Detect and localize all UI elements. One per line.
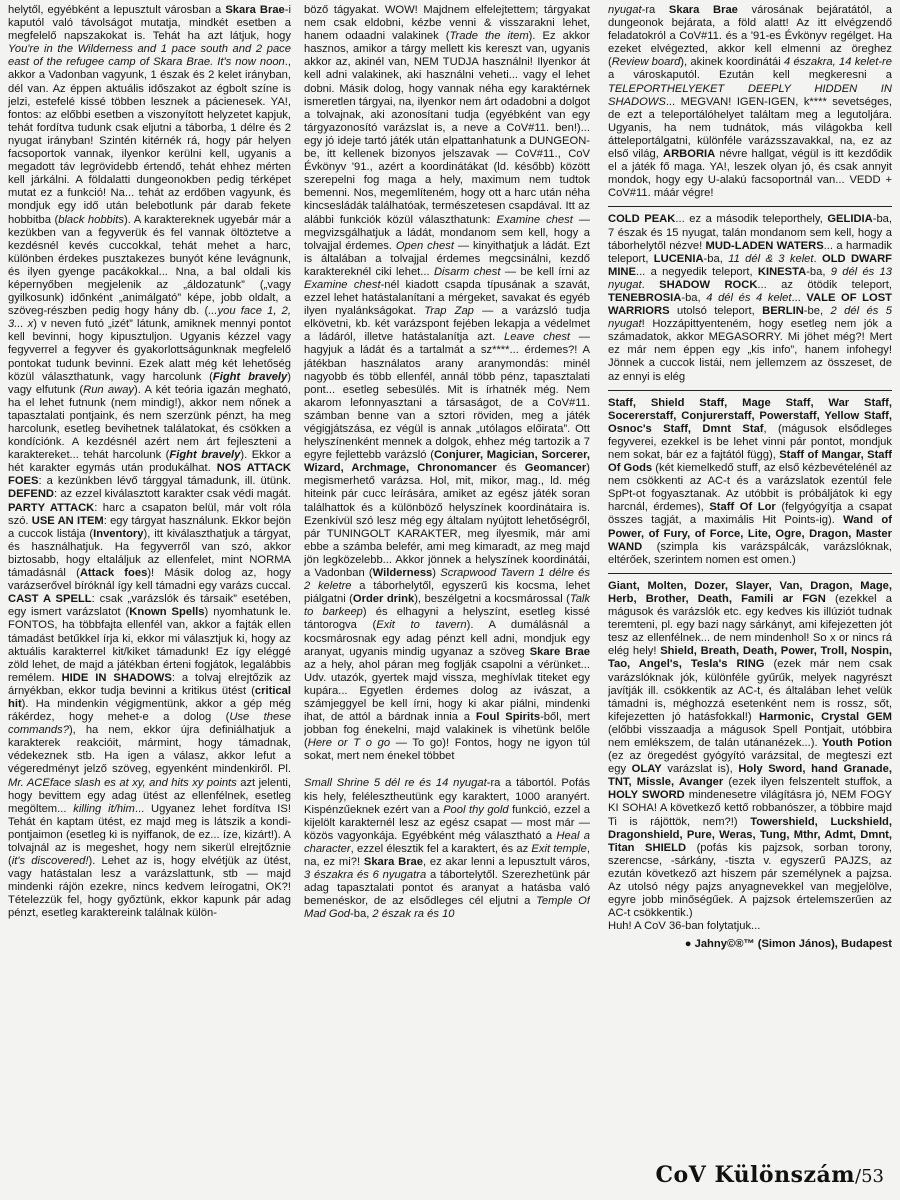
- text-run: TENEBROSIA: [608, 291, 682, 304]
- text-run: : harc a csapaton belül, már volt róla szó.: [8, 501, 291, 527]
- text-run: funkció, ezzel a kijelölt karakternél lesz az egész csapat — most már — közös vagyonkája. Egyébként még választható a: [304, 803, 590, 842]
- paragraph: [304, 777, 590, 921]
- text-run: ). A két teória igazán megható, ha el lehet futnunk (nem mindig!), akkor nem nőnek a tapasztalati pontjaink, és nem szerzünk pénzt, ha meg harcolunk, esetleg bevihetnek találatokat, és csökken a kondíciónk. A kezdésnél azért nem árt fejleszteni a karaktereket... tehát harcolunk (: [8, 383, 291, 462]
- text-run: -ba,: [806, 265, 831, 278]
- text-run: ) nyomhatunk le. FONTOS, ha többfajta ellenfél van, akkor a fajták ellen támadást betűkkel írja ki, ekkor mi választjuk ki, hogy az aktuális karakterrel kit/kiket támadunk! Ez így eléggé zöld lehet, de majd a játékban érteni fogjátok, legalábbis remélem.: [8, 606, 291, 684]
- text-run: DEFEND: [8, 488, 54, 501]
- text-run: — megvizsgálhatjuk a ládát, mondanom sem kell, hogy a tolvajjal érdemes.: [304, 213, 590, 252]
- text-run: , ez akar lenni a lepusztult város,: [423, 856, 590, 868]
- text-run: Pool thy gold: [443, 803, 509, 816]
- author-signature: [608, 938, 892, 951]
- text-run: Open chest: [395, 239, 454, 252]
- text-run: Skara Brae: [225, 4, 285, 16]
- text-run: -i kaputól való távolságot mutatja, mindkét esetben a megfelelő napszakokat is. Tehát ha azt látjuk, hogy: [8, 4, 291, 43]
- text-run: Staff of Mangar, Staff Of Gods: [608, 449, 892, 475]
- text-run: GELIDIA: [827, 213, 873, 226]
- text-run: Fight bravely: [212, 370, 288, 383]
- text-run: COLD PEAK: [608, 213, 676, 226]
- text-run: OLAY: [631, 763, 662, 776]
- text-run: ...: [791, 291, 807, 304]
- text-run: és: [496, 462, 525, 475]
- text-run: ... az ötödik teleport,: [757, 278, 892, 291]
- text-column-1: [8, 4, 291, 1124]
- text-run: ) v neven futó „izét” látunk, amiknek mennyi pontot kell bevinni, hogy kipusztuljon. Ugyanis kézzel vagy fegyverrel a fegyver és gyakorlottságunknak megfelelő pontokat tudunk bevinni. Ezek alatt még két lehetőség közül választhatunk, vagy harcolunk (: [8, 318, 291, 383]
- text-run: (előbbi visszaadja a mágusok Spell Pontjait, utóbbira nem emlékszem, de talán utánanézek...).: [608, 723, 892, 749]
- text-run: (ez az öregedést gyógyító varázsital, de megteszi ezt egy: [608, 750, 892, 776]
- text-run: Harmonic, Crystal GEM: [759, 710, 892, 723]
- text-run: : a tolvaj elrejtőzik az árnyékban, ekkor tudja bevinni a kritikus ütést (: [8, 671, 291, 697]
- text-run: SHADOW ROCK: [659, 278, 758, 291]
- text-run: ...you face 1, 2, 3... x: [8, 305, 291, 331]
- text-run: Staff, Shield Staff, Mage Staff, War Staff, Socererstaff, Conjurerstaff, Powerstaff, Yellow Staff, Osnoc's Staff, Dmnt Staf: [608, 396, 892, 435]
- text-run: Huh! A CoV 36-ban folytatjuk...: [608, 920, 761, 933]
- magazine-title: CoV Különszám: [655, 1162, 856, 1188]
- text-run: névre hallgat, végül is itt kezdődik el a játék fő maga. YA!, leszek olyan jó, és csak annyit mondok, hogy egy U-alakú facsoportnál van... VEDD + CoV#11. máár végre!: [608, 148, 892, 200]
- text-run: ). A dumálásnál a kocsmárosnak egy adag pénzt kell adni, mondjuk egy aranyat, ugyanis mindig ugyanaz a szöveg: [304, 619, 590, 658]
- text-run: Review board: [611, 56, 681, 69]
- text-run: ... a harmadik teleport,: [608, 239, 892, 265]
- text-run: (pofás kis pajzsok, sorban torony, szerencse, -sárkány, -tiszta v. egyszerű PAJZS, az ezután következő azt hiszem pár személynek a pajzsa. Az utolsó négy pajzs anyagnevekkel van megjelölve, egyre jobb minőségűek. A pajzsok értelemszerűen az AC-t csökkentik.): [608, 841, 892, 920]
- text-run: )! Másik dolog az, hogy varázserővel bíróknál így kell támadni egy varázs cuccal.: [8, 567, 291, 593]
- text-run: Examine chest: [496, 213, 573, 226]
- text-run: (két kiemelkedő stuff, az első kézbevételénél az nem csökkenti az AC-t és a varázslatok ezentúl fele SpPt-ot fogyasztanak. Az utóbbit is próbáljátok ki egy harcnál, érdemes),: [608, 462, 892, 514]
- text-run: ... MEGVAN! IGEN-IGEN, k**** sevetséges, de ezt a teleportálóhelyet találtam meg a legutoljára. Ugyanis, ha nem tudnátok, más világokba kell átteleportálgatni, különféle varázsszavakkal, na, ez az első világ,: [608, 95, 892, 161]
- text-run: Towershield, Luckshield, Dragonshield, Pure, Weras, Tung, Mthr, Admt, Dmnt, Titan SHIELD: [608, 815, 892, 854]
- text-run: 9 dél és 13 nyugat: [608, 265, 892, 291]
- text-run: ). Ez akkor hasznos, amikor a tárgy mellett kis kereszt van, ugyanis akkor az, akinél van, NEM TUDJA használni! Ilyenkor át kell adni valakinek, aki használni veheti... vagy el lehet dobni. Másik dolog, hogy vannak néha egy karaktérnek ismeretlen tárgyai, na, ilyenkor nem árt odadobni a dolgot a tolvajnak, aki azonosítani tudja (egyébként van egy tárgyazonosító varázslat is, a neve a CoV#11. ben!)... egy jó ideje tartó játék után elpattanhatunk a DUNGEON-be, itt kellenek bizonyos jelszavak — CoV#11., CoV Évkönyv '91., azért a koordinátákat (ld. később) között szerepelni fog maga a hely, maximum nem tudtok bemenni. Nos, megemlíteném, hogy ott a harc után néha kincsesládák találhatóak, természetesen csapdával. Itt az alábbi funkciók közül választhatunk:: [304, 30, 590, 226]
- text-run: Use these commands?: [8, 711, 291, 737]
- paragraph: [608, 920, 892, 933]
- text-run: NOS ATTACK FOES: [8, 462, 291, 488]
- text-run: ). A karaktereknek ugyebár már a kezükben van a fegyverük és fel vannak öltöztetve a kezdésnél kevés cuccokkal, tehát mehet a harc, különben érdekes pusztakezes bunyót kéne levágnunk, és ilyen gyenge pacákokkal... Nna, a bal oldali kis képernyőben megjelenik az „áldozatunk” („vagy gyilkosunk) időnként „animálgató” képe, jobb oldalt, a szöveg-részben pedig hogy hány db. (: [8, 213, 291, 318]
- text-run: ., akkor a Vadonban vagyunk, 1 észak és 2 kelet irányban, dél van. Az éppen aktuális időszakot az égbolt színe is jelzi, estefelé kissé többen lesznek a pácienesek. YA!, fontos: az előbbi esetben a viszonyított helyzetet kapjuk, tehát fordítva tudunk csak eljutni a táborba, 1 délre és 2 nyugat irányban! Szintén kitérnék rá, hogy pár helyen facsoportok vannak, ilyenkor kerülni kell, ugyanis a megadott táv legrövidebb értendő, tehát ehhez mérten kell járkálni. A földalatti dungeonokben pedig térképet mutat ez a funkció! Na... tehát az erdőben vagyunk, és mondjuk egy idő után belebotlunk pár darab fekete hobbitba (: [8, 56, 291, 226]
- page-number: 53: [861, 1166, 884, 1187]
- text-run: Scrapwood Tavern 1 délre és 2 keletre: [304, 567, 590, 593]
- text-run: Holy Sword, hand Granade, TNT, Missle, Avanger: [608, 763, 892, 789]
- text-run: Disarm chest: [433, 265, 501, 278]
- text-run: -ből, mert jobban fog énekelni, majd valakinek is vihetünk belőle (: [304, 711, 590, 750]
- text-run: Small Shrine 5 dél re és 14 nyugat: [304, 777, 487, 790]
- text-run: ), beszélgetni a kocsmárossal (: [414, 593, 570, 606]
- text-run: Staff Of Lor: [709, 501, 776, 514]
- text-run: , (mágusok elsődleges fegyverei, ezekkel is be lehet vinni pár pontot, mondjuk nem sokat, bár ez a fajtától függ),: [608, 422, 892, 461]
- text-run: killing it/him: [73, 802, 135, 815]
- text-run: (szimpla kis varázspálcák, varázslóknak, eltérőek, szerintem nomen est omen.): [608, 540, 892, 566]
- text-run: — hagyjuk a ládát és a tartalmát a sz****... érdemes?! A játékban használatos arany aranymondás: minél nagyobb és több ellenfél, annál több pénz, tapasztalati pont... esetleg sebesülés. Mit is írhatnék még. Nem akarom lefonnyasztani a társaságot, de a CoV#11. számban benne van a sztori röviden, meg a játék végigjátszása, ez végül is annak „utólagos előirata”. Ott helyszínenként mennek a dolgok, ehhez még tartozik a 7 egyre fejlettebb varázsló (: [304, 331, 590, 462]
- text-run: -ba,: [350, 908, 373, 921]
- page-footer: [656, 1162, 884, 1188]
- text-run: USE AN ITEM: [31, 514, 104, 527]
- text-run: Here or T o go: [307, 737, 391, 750]
- text-run: böző tágyakat. WOW! Majdnem elfelejtettem; tárgyakat nem csak eldobni, kézbe venni & visszarakni lehet, hanem odaadni valakinek (: [304, 4, 590, 43]
- text-run: ) vagy elfutunk (: [8, 370, 291, 396]
- text-run: 3 északra és 6 nyugatra: [304, 869, 427, 882]
- text-run: (ezek már nem csak varázslóknak jók, különféle gyűrűk, melyek nagyrészt javítják ill. csökkentik az AC-t, és általában lehet velük támadni is, méghozzá esetenként nem is rossz, sőt, kifejezetten jó hatásfokkal!): [608, 658, 892, 723]
- text-run: — kinyithatjuk a ládát. Ezt is általában a tolvajjal érdemes megcsinálni, kezdő karaktereknél ciki lehet...: [304, 239, 590, 278]
- text-run: ), ha nem, ekkor újra definiálhatjuk a karakterek reakcióit, mármint, hogy támadnak, védekeznek stb. Ha igen a válasz, akkor lefut a végeredményt jelző szöveg, egyenként mindenkiről. Pl.: [8, 724, 291, 776]
- text-run: ), akinek koordinátái: [680, 56, 784, 69]
- divider: [608, 206, 892, 207]
- text-run: LUCENIA: [653, 252, 704, 265]
- text-run: Exit to tavern: [376, 619, 467, 632]
- text-run: (ezekkel a mágusok és varázslók etc. egy kedves kis illúziót tudnak teremteni, pl. egy bazi nagy sárkányt, ami kifejezetten jót tesz az ellenfélnek... de nem mindenhol! So x or nincs rá elég hely!: [608, 592, 892, 658]
- text-run: it's discovered!: [11, 855, 89, 868]
- text-run: : csak „varázslók és társaik” esetében, egy ismert varázslatot (: [8, 593, 291, 619]
- text-run: Youth Potion: [821, 736, 892, 749]
- text-run: nyugat: [608, 4, 642, 16]
- text-run: ). Lehet az is, hogy elvétjük az ütést, vagy hatástalan lesz a varázslattunk, stb — majd mindenki rájön ezekre, nincs kedvem leírogatni, OK?! Tételezzük fel, hogy győztünk, ekkor kapunk pár adag pénzt, esetleg karaktereink találnak külön-: [8, 855, 291, 920]
- text-run: Skara Brae: [363, 856, 424, 868]
- text-run: 11 dél & 3 kelet: [728, 252, 814, 265]
- text-run: azt jelenti, hogy bevittem egy adag ütést az ellenfélnek, esetleg megöltem...: [8, 776, 291, 815]
- text-run: utolsó teleport,: [669, 305, 763, 318]
- text-run: Order drink: [352, 593, 415, 606]
- text-run: .: [813, 252, 822, 265]
- text-run: HIDE IN SHADOWS: [61, 671, 172, 684]
- text-run: 4 északra, 14 kelet-re: [783, 56, 892, 69]
- text-run: (felgyógyítja a csapat összes tagját, a maximális Hit Points-ig).: [608, 501, 892, 527]
- text-run: Exit temple: [531, 842, 587, 855]
- text-run: : egy tárgyat használunk. Ekkor bejön a cuccok listája (: [8, 514, 291, 540]
- signature-text: ● Jahny©®™ (Simon János), Budapest: [684, 938, 892, 951]
- text-run: -ba, 7 észak és 15 nyugat, talán mondanom sem kell, hogy a táborhelytől nézve!: [608, 213, 892, 252]
- text-run: — a varázsló tudja elkövetni, kb. két varázspont fejében lekapja a védelmet a ládáról, illetve hatástalanítja azt.: [304, 305, 590, 344]
- text-run: TELEPORTHELYEKET DEEPLY HIDDEN IN SHADOWS: [608, 82, 892, 108]
- text-run: ) és elhagyni a helyszínt, esetleg kissé tántorogva (: [304, 606, 590, 632]
- text-run: CAST A SPELL: [8, 593, 92, 606]
- text-run: : az ezzel kiválasztott karakter csak védi magát.: [54, 488, 291, 501]
- text-run: -ba,: [681, 291, 707, 304]
- paragraph: [608, 580, 892, 920]
- text-run: Examine chest: [304, 278, 381, 291]
- text-run: Skara Brae: [668, 4, 738, 16]
- text-run: ... Ugyanez lehet fordítva IS! Tehát én kaptam ütést, ez majd meg is látszik a kondi-pontjaimon (esetleg ki is nyiffanok, de ez... íze, kizárt!). A tolvajnál az is megeshet, hogy nem sikerül elrejtőznie (: [8, 802, 291, 868]
- text-run: helytől, egyébként a lepusztult városban a: [8, 4, 226, 16]
- text-run: ARBORIA: [663, 148, 716, 161]
- text-run: 4 dél és 4 kelet: [706, 291, 792, 304]
- text-run: Geomancer: [524, 462, 587, 475]
- text-run: , na, ez mi?!: [304, 842, 590, 868]
- paragraph: [608, 397, 892, 567]
- text-run: -nél kiadott csapda típusának a szavát, ezzel lehet hatástalanítani a mérgeket, savakat és egyéb ilyen nyalánkságokat.: [304, 278, 590, 318]
- text-run: Talk to barkeep: [304, 593, 590, 619]
- text-run: az a hely, ahol páran meg foglják csapolni a vérünket... Udv. utazók, gyertek majd vissza, meghívlak titeket egy kupára... Egyetlen érdemes dolog az ivászat, a számjeggyel be kell írni, hogy ki akar piálni, mindenki ihat, de attól a bárdnak innia a: [304, 658, 590, 724]
- text-run: ... ez a második teleporthely,: [675, 213, 828, 226]
- text-run: -ba,: [703, 252, 729, 265]
- text-run: — be kell írni az: [500, 265, 590, 278]
- footer-separator: /: [855, 1166, 862, 1187]
- paragraph: [304, 4, 590, 763]
- paragraph: [608, 213, 892, 383]
- text-run: ). Ha mindenkin végigmentünk, akkor a gép még rákérdez, hogy mehet-e a dolog (: [8, 697, 291, 724]
- text-run: Giant, Molten, Dozer, Slayer, Van, Dragon, Mage, Herb, Brother, Death, Famili ar FGN: [608, 579, 892, 605]
- text-run: Inventory: [93, 527, 144, 540]
- text-run: MUD-LADEN WATERS: [705, 239, 824, 252]
- text-run: Temple Of Mad God: [304, 895, 590, 921]
- text-run: ... a negyedik teleport,: [635, 265, 758, 278]
- text-run: Shield, Breath, Death, Power, Troll, Nospin, Tao, Angel's, Tesla's RING: [608, 645, 892, 671]
- text-run: ): [432, 567, 441, 580]
- text-run: 2 dél és 5 nyugat: [608, 305, 892, 331]
- text-run: (ezek ilyen felszentelt stuffok, a: [723, 776, 892, 789]
- text-run: Fight bravely: [169, 449, 241, 462]
- text-run: critical hit: [8, 684, 291, 710]
- text-run: VALE OF LOST WARRIORS: [608, 291, 892, 318]
- text-run: 2 észak ra és 10: [372, 908, 455, 921]
- text-run: -ra a tábortól. Pofás kis hely, felélesztheutünk egy karaktert, 1000 aranyért. Kispénzűeknek ezért van a: [304, 777, 590, 816]
- text-run: Attack foes: [79, 567, 148, 580]
- text-run: varázslat is),: [661, 763, 739, 776]
- text-run: Mr. ACEface slash es at xy, and hits xy points: [8, 776, 237, 789]
- text-run: .: [641, 278, 660, 291]
- text-run: Run away: [83, 383, 135, 396]
- paragraph: [8, 4, 291, 921]
- divider: [608, 390, 892, 391]
- text-run: : a kezünkben lévő tárggyal támadunk, ill. ütünk.: [38, 475, 291, 488]
- text-run: a tábortelytől. Szerezhetünk pár adag tapasztalati pontot és aranyat a hatásba való bemenéskor, de az elsődleges cél eljutni a: [304, 869, 590, 908]
- text-run: a városkaputól. Ezután kell megkeresni a: [608, 69, 892, 82]
- text-run: -be,: [803, 305, 831, 318]
- text-run: PARTY ATTACK: [8, 501, 95, 514]
- text-run: Trade the item: [449, 30, 529, 43]
- text-run: HOLY SWORD: [608, 789, 685, 802]
- text-run: black hobbits: [58, 213, 124, 226]
- divider: [608, 573, 892, 574]
- text-run: Wand of Power, of Fury, of Force, Lite, Ogre, Dragon, Master WAND: [608, 514, 892, 553]
- text-column-3: [608, 4, 892, 1124]
- paragraph: [608, 4, 892, 200]
- text-run: a táborhelytől, egyszerű kis kocsma, lehet piálgatni (: [304, 580, 590, 606]
- text-run: BERLIN: [762, 305, 804, 318]
- text-run: Leave chest: [504, 331, 571, 344]
- text-run: You're in the Wilderness and 1 pace south and 2 pace east of the refugee camp of Skara Brae. It's now noon: [8, 43, 291, 69]
- text-run: OLD DWARF MINE: [608, 252, 892, 278]
- text-run: Skare Brae: [529, 645, 590, 658]
- text-run: ), itt kiválaszthatjuk a tárgyat, és használhatjuk. Ha fegyverről van szó, akkor biztosabb, hogy eltaláljuk az ellenfelet, mint NORMA támadásnál (: [8, 527, 291, 580]
- text-run: városának bejáratától, a dungeonok bejárata, a föld alatt! Az itt elvégzendő feladatokról a CoV#11. és a '91-es Évkönyv regélget. Ha ezeket elvégezted, akkor kell elmenni az öreghez (: [608, 4, 892, 69]
- text-run: , ezzel élesztik fel a karaktert, és az: [350, 842, 532, 855]
- text-run: Heal a character: [304, 829, 590, 855]
- text-run: KINESTA: [757, 265, 807, 278]
- text-run: mindenesetre világításra jó, NEM FOGY KI SOHA! A következő kettő robbanószer, a többire majd Ti is rájöttök, nem?!): [608, 789, 892, 828]
- text-column-2: [304, 4, 590, 1124]
- text-run: -ra: [641, 4, 669, 16]
- text-run: Wilderness: [372, 567, 433, 580]
- text-run: ). Ekkor a hét karakter egymás után produkálhat.: [8, 449, 291, 475]
- text-run: — To go)! Fontos, hogy ne igyon túl sokat, mert nem énekel többet: [304, 737, 590, 763]
- text-run: Known Spells: [129, 606, 205, 619]
- text-run: Trap Zap: [424, 305, 474, 318]
- text-run: ! Hozzápittyenteném, hogy esetleg nem jók a számadatok, akkor MEGASORRY. Mi jöhet még?! Mert ez már nem éppen egy „kis info”, hanem infohegy! Jönnek a cuccok listái, nem jellemzem az összeset, de az ennyi is elég: [608, 318, 892, 383]
- text-run: Conjurer, Magician, Sorcerer, Wizard, Archmage, Chronomancer: [304, 449, 590, 475]
- text-run: ) megismerhető varázsa. Hol, mit, mikor, mag., ld. még hiteink pár cucc leírására, amiket az egész játék soran találhattok és a különböző helyszínek koordinátaira is. Ezenkívül szó lesz még egy általam nyújtott lehetőségről, pár TUNINGOLT KARAKTER, meg ilyesmik, már ami ebbe a számba belefér, ami meg kimaradt, az meg majd jön legközelebb... Akkor jönnek a helyszínek koordinátái, a Vadonban (: [304, 462, 590, 580]
- text-run: Foul Spirits: [475, 711, 541, 724]
